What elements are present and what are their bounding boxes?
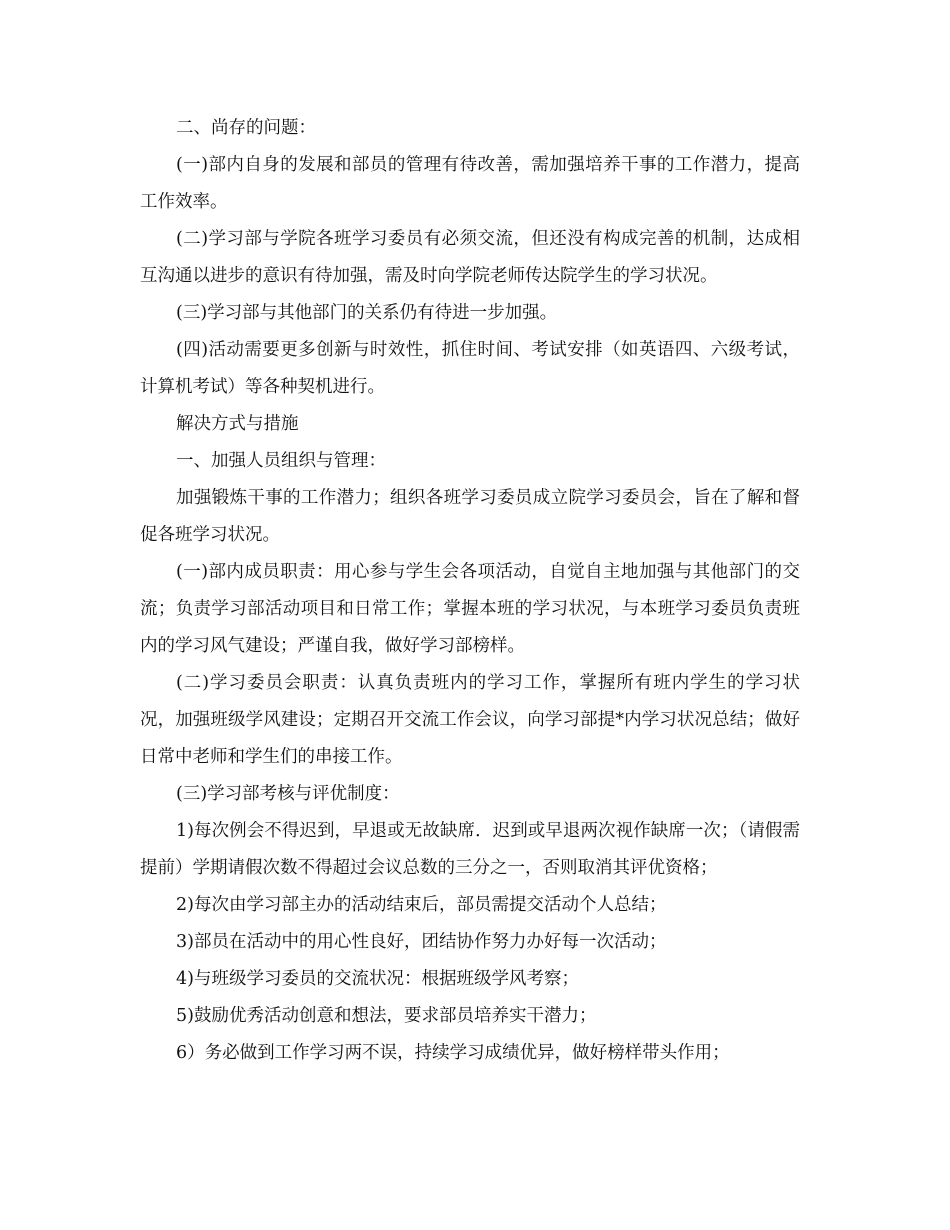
paragraph-rule-1: 1)每次例会不得迟到，早退或无故缺席．迟到或早退两次视作缺席一次；（请假需提前）学期请假次数不得超过会议总数的三分之一，否则取消其评优资格；: [140, 821, 800, 878]
paragraph-problem-4: (四)活动需要更多创新与时效性，抓住时间、考试安排（如英语四、六级考试，计算机考试）等各种契机进行。: [140, 340, 800, 397]
paragraph-committee-duties: (二)学习委员会职责：认真负责班内的学习工作，掌握所有班内学生的学习状况，加强班级学风建设；定期召开交流工作会议，向学习部提*内学习状况总结；做好日常中老师和学生们的串接工作。: [140, 673, 800, 767]
paragraph-organization-summary: 加强锻炼干事的工作潜力；组织各班学习委员成立院学习委员会，旨在了解和督促各班学习状况。: [140, 488, 800, 545]
paragraph-rule-5: 5)鼓励优秀活动创意和想法，要求部员培养实干潜力；: [176, 1006, 597, 1026]
document-body: [140, 110, 800, 1072]
paragraph-rule-4: 4)与班级学习委员的交流状况：根据班级学风考察；: [176, 969, 579, 989]
paragraph-member-duties: (一)部内成员职责：用心参与学生会各项活动，自觉自主地加强与其他部门的交流；负责学习部活动项目和日常工作；掌握本班的学习状况，与本班学习委员负责班内的学习风气建设；严谨自我，做好学习部榜样。: [140, 562, 800, 656]
paragraph-problem-3: (三)学习部与其他部门的关系仍有待进一步加强。: [176, 303, 558, 323]
paragraph-heading-problems: 二、尚存的问题：: [176, 118, 316, 138]
paragraph-heading-assessment: (三)学习部考核与评优制度：: [176, 784, 400, 804]
paragraph-problem-2: (二)学习部与学院各班学习委员有必须交流，但还没有构成完善的机制，达成相互沟通以进步的意识有待加强，需及时向学院老师传达院学生的学习状况。: [140, 229, 800, 286]
paragraph-heading-solutions: 解决方式与措施: [176, 414, 299, 434]
paragraph-rule-3: 3)部员在活动中的用心性良好，团结协作努力办好每一次活动；: [176, 932, 667, 952]
paragraph-problem-1: (一)部内自身的发展和部员的管理有待改善，需加强培养干事的工作潜力，提高工作效率。: [140, 155, 800, 212]
paragraph-rule-6: 6）务必做到工作学习两不误，持续学习成绩优异，做好榜样带头作用；: [176, 1043, 730, 1063]
paragraph-heading-organization: 一、加强人员组织与管理：: [176, 451, 386, 471]
paragraph-rule-2: 2)每次由学习部主办的活动结束后，部员需提交活动个人总结；: [176, 895, 667, 915]
